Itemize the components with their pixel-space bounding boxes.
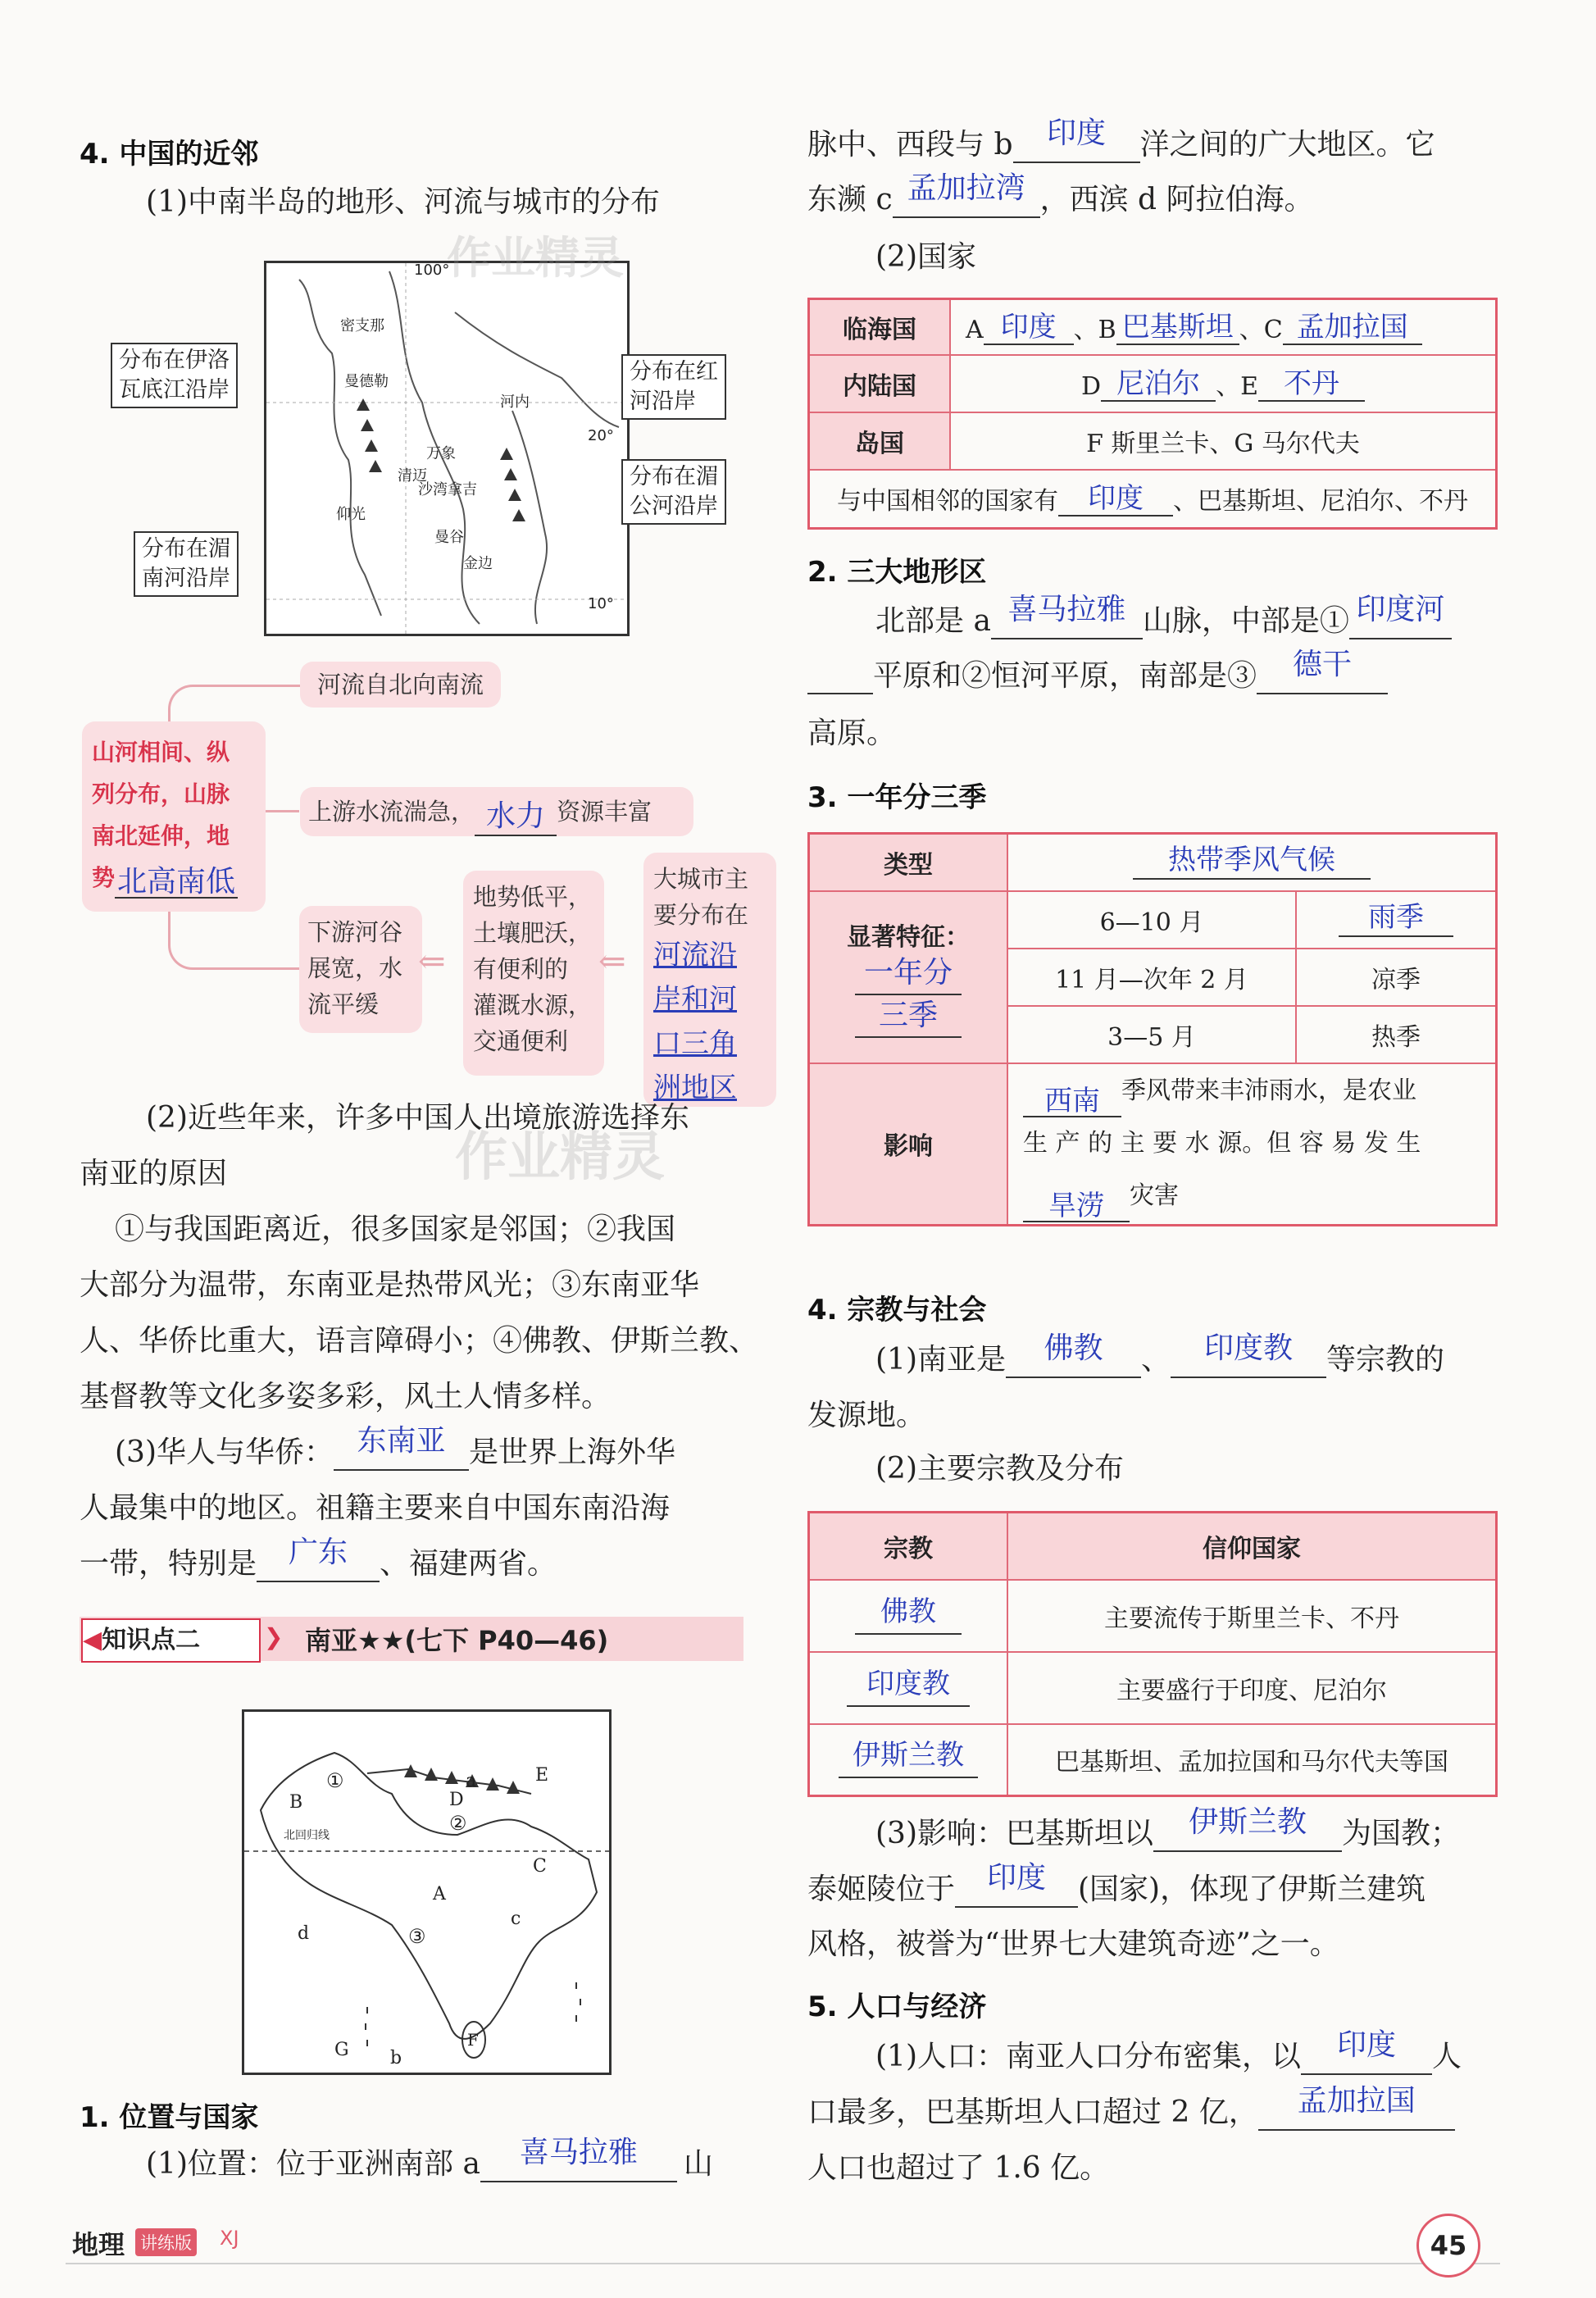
map2-letter: a bbox=[466, 1771, 477, 1791]
answer-hinduism: 印度教 bbox=[1204, 1331, 1294, 1365]
indochina-map bbox=[264, 261, 630, 636]
section-title-neighbors: 4. 中国的近邻 bbox=[80, 138, 259, 171]
row-header: 类型 bbox=[809, 834, 1008, 891]
answer-india-taj: 印度 bbox=[987, 1861, 1047, 1895]
religion-influence-l2: 泰姬陵位于 印度 (国家)，体现了伊斯兰建筑 bbox=[807, 1861, 1426, 1906]
map2-letter: C bbox=[533, 1856, 547, 1877]
section-title-location: 1. 位置与国家 bbox=[80, 2101, 259, 2134]
section-title-religion: 4. 宗教与社会 bbox=[807, 1294, 987, 1326]
religion-distribution-subtitle: (2)主要宗教及分布 bbox=[875, 1452, 1124, 1486]
tourism-question-l2: 南亚的原因 bbox=[80, 1157, 228, 1190]
footer-edition-badge: 讲练版 bbox=[135, 2228, 197, 2256]
map2-num: ③ bbox=[408, 1925, 426, 1948]
column-header: 信仰国家 bbox=[1007, 1513, 1497, 1580]
answer-religion: 佛教 bbox=[880, 1595, 936, 1628]
map2-letter: B bbox=[289, 1792, 303, 1813]
landforms-l3: 高原。 bbox=[807, 717, 897, 750]
label-chao-phraya: 分布在湄 南河沿岸 bbox=[134, 531, 239, 597]
answer-bangladesh-population: 孟加拉国 bbox=[1297, 2084, 1416, 2118]
population-l3: 人口也超过了 1.6 亿。 bbox=[807, 2151, 1110, 2185]
arrow-icon: ⇐ bbox=[418, 943, 446, 981]
kp-title: 南亚★★(七下 P40—46) bbox=[305, 1625, 609, 1656]
countries-table bbox=[807, 298, 1498, 530]
subsection-indochina: (1)中南半岛的地形、河流与城市的分布 bbox=[146, 185, 660, 219]
place-label: 沙湾拿吉 bbox=[418, 481, 477, 498]
map2-letter: b bbox=[390, 2048, 402, 2068]
map2-num: ② bbox=[449, 1812, 467, 1835]
months-cell: 11 月—次年 2 月 bbox=[1007, 949, 1296, 1006]
map2-letter: d bbox=[298, 1923, 310, 1944]
religion-countries-cell: 巴基斯坦、孟加拉国和马尔代夫等国 bbox=[1007, 1724, 1497, 1796]
impact-cell: 西南 季风带来丰沛雨水，是农业 生 产 的 主 要 水 源。但 容 易 发 生 旱涝 灾害 bbox=[1007, 1063, 1497, 1226]
footer-code: XJ bbox=[220, 2227, 239, 2250]
terrain-advantages-box: 地势低平， 土壤肥沃， 有便利的 灌溉水源， 交通便利 bbox=[463, 871, 604, 1076]
watermark: 作业精灵 bbox=[447, 232, 624, 284]
answer-flood-drought: 旱涝 bbox=[1048, 1190, 1104, 1223]
answer-year-divided: 一年分 bbox=[863, 955, 953, 990]
countries-subtitle: (2)国家 bbox=[875, 240, 976, 274]
reasons-line: 基督教等文化多姿多彩，风土人情多样。 bbox=[80, 1380, 612, 1413]
overseas-chinese-l2: 人最集中的地区。祖籍主要来自中国东南沿海 bbox=[80, 1491, 671, 1525]
answer-deccan: 德干 bbox=[1293, 648, 1353, 681]
south-asia-map bbox=[242, 1709, 612, 2075]
speaker-icon: ◀ bbox=[83, 1626, 102, 1654]
answer-indus: 印度河 bbox=[1356, 593, 1445, 626]
map1-lon-label: 100° bbox=[414, 262, 450, 279]
reasons-line: 人、华侨比重大，语言障碍小；④佛教、伊斯兰教、 bbox=[80, 1324, 759, 1358]
map2-letter: c bbox=[511, 1909, 521, 1929]
map2-letter: A bbox=[433, 1884, 446, 1904]
map1-lat10-label: 10° bbox=[588, 595, 614, 612]
answer-rainy-season: 雨季 bbox=[1368, 900, 1424, 934]
answer-hydropower: 水力 bbox=[486, 799, 546, 833]
map2-letter: E bbox=[535, 1765, 549, 1786]
reasons-line: 大部分为温带，东南亚是热带风光；③东南亚华 bbox=[80, 1268, 700, 1302]
place-label: 曼德勒 bbox=[344, 373, 389, 390]
row-header: 内陆国 bbox=[809, 355, 951, 412]
answer-religion: 伊斯兰教 bbox=[853, 1739, 964, 1772]
population-l2: 口最多，巴基斯坦人口超过 2 亿， 孟加拉国 bbox=[807, 2095, 1455, 2131]
section-title-landforms: 2. 三大地形区 bbox=[807, 556, 987, 589]
answer-buddhism: 佛教 bbox=[1044, 1331, 1103, 1365]
feature-cell: 显著特征： 一年分 三季 bbox=[809, 891, 1008, 1063]
label-red-river: 分布在红 河沿岸 bbox=[621, 354, 726, 420]
downstream-box: 下游河谷 展宽，水 流平缓 bbox=[299, 906, 422, 1033]
china-neighbors-row: 与中国相邻的国家有 印度 、巴基斯坦、尼泊尔、不丹 bbox=[809, 470, 1497, 529]
place-label: 万象 bbox=[426, 445, 456, 462]
religion-influence-l3: 风格，被誉为“世界七大建筑奇迹”之一。 bbox=[807, 1927, 1339, 1961]
map1-lat20-label: 20° bbox=[588, 427, 614, 444]
answer-southeast-asia: 东南亚 bbox=[357, 1424, 446, 1458]
section-title-population: 5. 人口与经济 bbox=[807, 1991, 987, 2023]
place-label: 金边 bbox=[463, 555, 493, 572]
answer-himalaya-2: 喜马拉雅 bbox=[1007, 593, 1126, 626]
religion-cell bbox=[809, 1580, 1008, 1652]
months-cell: 3—5 月 bbox=[1007, 1006, 1296, 1063]
place-label: 河内 bbox=[500, 394, 530, 411]
footer-subject: 地理 bbox=[72, 2229, 125, 2260]
overseas-chinese-l3: 一带，特别是 广东 、福建两省。 bbox=[80, 1536, 557, 1581]
answer-religion: 印度教 bbox=[866, 1667, 950, 1700]
answer-himalaya: 喜马拉雅 bbox=[519, 2136, 638, 2169]
place-label: 密支那 bbox=[340, 317, 384, 334]
religion-countries-cell: 主要盛行于印度、尼泊尔 bbox=[1007, 1652, 1497, 1724]
label-irrawaddy: 分布在伊洛 瓦底江沿岸 bbox=[111, 343, 238, 408]
arrow-icon: ⇐ bbox=[598, 943, 626, 981]
answer-india-neighbor: 印度 bbox=[1088, 482, 1144, 516]
footer-divider bbox=[66, 2263, 1500, 2264]
answer-three-seasons: 三季 bbox=[878, 998, 938, 1032]
answer-bay-of-bengal: 孟加拉湾 bbox=[907, 171, 1025, 205]
section-title-seasons: 3. 一年分三季 bbox=[807, 781, 987, 814]
place-label: 仰光 bbox=[336, 506, 366, 523]
answer-terrain: 北高南低 bbox=[117, 865, 236, 899]
place-label: 曼谷 bbox=[434, 529, 464, 546]
religion-origin-l1: (1)南亚是 佛教 、 印度教 等宗教的 bbox=[875, 1331, 1445, 1377]
landforms-l2: 平原和②恒河平原，南部是③ 德干 bbox=[807, 658, 1388, 694]
kp-label: ◀知识点二 bbox=[81, 1618, 261, 1663]
religion-cell bbox=[809, 1724, 1008, 1796]
answer-islam: 伊斯兰教 bbox=[1188, 1805, 1307, 1839]
south-asia-map-drawing bbox=[244, 1712, 609, 2073]
population-l1: (1)人口：南亚人口分布密集，以 印度 人 bbox=[875, 2028, 1462, 2073]
answer-indian-ocean: 印度 bbox=[1046, 116, 1106, 150]
map2-num: ① bbox=[326, 1769, 344, 1792]
upstream-box: 上游水流湍急， 水力 资源丰富 bbox=[300, 787, 693, 836]
season-cell: 热季 bbox=[1296, 1006, 1497, 1063]
season-cell bbox=[1296, 891, 1497, 949]
column-header: 宗教 bbox=[809, 1513, 1008, 1580]
answer-nepal: 尼泊尔 bbox=[1116, 366, 1201, 400]
row-header: 临海国 bbox=[809, 299, 951, 355]
answer-monsoon-climate: 热带季风气候 bbox=[1168, 843, 1335, 876]
reasons-line: ①与我国距离近，很多国家是邻国；②我国 bbox=[115, 1213, 676, 1246]
answer-city-location: 河流沿 岸和河 口三角 洲地区 bbox=[653, 939, 737, 1104]
answer-bhutan: 不丹 bbox=[1283, 366, 1339, 400]
answer-guangdong: 广东 bbox=[289, 1536, 348, 1569]
river-direction-box: 河流自北向南流 bbox=[300, 662, 501, 708]
tropic-label: 北回归线 bbox=[284, 1829, 330, 1842]
landforms-l1: 北部是 a 喜马拉雅 山脉，中部是① 印度河 bbox=[875, 603, 1452, 639]
religion-origin-l2: 发源地。 bbox=[807, 1399, 926, 1432]
chevron-icon: ❯ bbox=[264, 1623, 284, 1650]
coastal-countries: A 印度 、B 巴基斯坦 、C 孟加拉国 bbox=[950, 299, 1497, 355]
religion-cell bbox=[809, 1652, 1008, 1724]
watermark: 作业精灵 bbox=[455, 1127, 665, 1188]
answer-pakistan: 巴基斯坦 bbox=[1121, 310, 1234, 344]
religion-countries-cell: 主要流传于斯里兰卡、不丹 bbox=[1007, 1580, 1497, 1652]
seasons-table bbox=[807, 832, 1498, 1226]
island-countries: F 斯里兰卡、G 马尔代夫 bbox=[950, 412, 1497, 470]
map2-letter: D bbox=[449, 1790, 464, 1810]
answer-india-population: 印度 bbox=[1336, 2028, 1396, 2062]
answer-southwest: 西南 bbox=[1044, 1085, 1100, 1118]
months-cell: 6—10 月 bbox=[1007, 891, 1296, 949]
row-header: 岛国 bbox=[809, 412, 951, 470]
religion-influence-l1: (3)影响：巴基斯坦以 伊斯兰教 为国教； bbox=[875, 1805, 1461, 1850]
map2-letter: G bbox=[334, 2040, 349, 2060]
answer-india: 印度 bbox=[1000, 310, 1057, 344]
place-label: 清迈 bbox=[398, 467, 427, 485]
season-cell: 凉季 bbox=[1296, 949, 1497, 1006]
location-cont-l2: 东濒 c 孟加拉湾 ，西滨 d 阿拉伯海。 bbox=[807, 171, 1314, 216]
climate-type-cell bbox=[1007, 834, 1497, 891]
map2-letter: F bbox=[467, 2030, 479, 2050]
overseas-chinese-l1: (3)华人与华侨： 东南亚 是世界上海外华 bbox=[115, 1424, 676, 1469]
label-mekong: 分布在湄 公河沿岸 bbox=[621, 459, 726, 525]
answer-bangladesh: 孟加拉国 bbox=[1296, 310, 1408, 344]
religion-table bbox=[807, 1511, 1498, 1797]
row-header: 影响 bbox=[809, 1063, 1008, 1226]
city-distribution-box: 大城市主 要分布在 河流沿 岸和河 口三角 洲地区 bbox=[643, 853, 776, 1107]
location-line: (1)位置：位于亚洲南部 a 喜马拉雅 山 bbox=[146, 2136, 713, 2181]
location-cont-l1: 脉中、西段与 b 印度 洋之间的广大地区。它 bbox=[807, 116, 1435, 162]
tourism-question-l1: (2)近些年来，许多中国人出境旅游选择东 bbox=[146, 1101, 689, 1135]
landlocked-countries: D 尼泊尔 、E 不丹 bbox=[950, 355, 1497, 412]
page-number: 45 bbox=[1416, 2214, 1480, 2278]
terrain-summary-box: 山河相间、纵 列分布，山脉 南北延伸，地 势北高南低 bbox=[82, 721, 266, 912]
